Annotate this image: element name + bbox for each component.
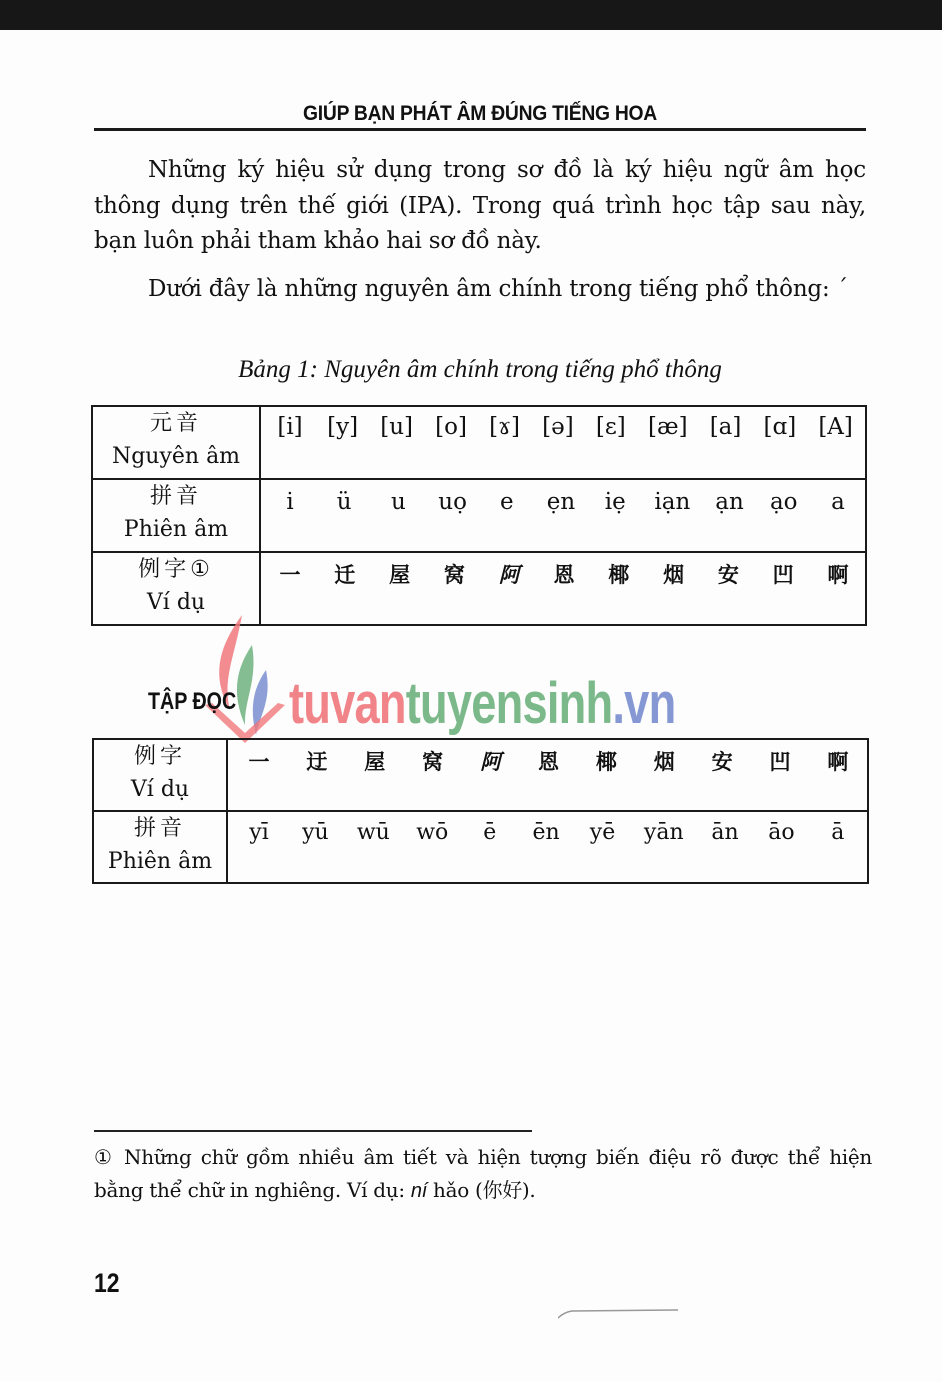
cell: iạn [654, 489, 691, 515]
cell: 凹 [772, 563, 794, 587]
cell: ü [336, 489, 352, 515]
reading-table [92, 738, 869, 884]
cell: 一 [279, 563, 301, 587]
cell: 椰 [595, 750, 617, 774]
cell: [ə] [542, 414, 574, 440]
cell: ā [831, 820, 845, 845]
cell: [A] [818, 414, 853, 440]
running-head: GIÚP BẠN PHÁT ÂM ĐÚNG TIẾNG HOA [303, 102, 657, 125]
cell: wō [416, 820, 449, 845]
row-label-zh: 例字 [133, 744, 186, 769]
cell: [o] [435, 414, 467, 440]
watermark-flame-logo-icon [200, 615, 290, 750]
cell: ēn [532, 820, 560, 845]
cell: [æ] [647, 414, 688, 440]
cell: 迁 [334, 563, 356, 587]
cell: 安 [711, 750, 733, 774]
cell: [ɛ] [595, 414, 626, 440]
cell: ān [711, 820, 739, 845]
paragraph-ipa-intro [94, 153, 866, 260]
section-title-reading: TẬP ĐỌC [148, 688, 237, 715]
scan-artifact-mark [558, 1304, 678, 1320]
cell: 迂 [306, 750, 328, 774]
row-label-zh: 拼音 [133, 816, 186, 841]
cell: yī [249, 820, 269, 845]
cell: [i] [277, 414, 303, 440]
cell: 啊 [827, 563, 849, 587]
row-label-vi: Ví dụ [130, 777, 190, 802]
watermark-part-green: tuyensinh [405, 671, 613, 736]
cell: 烟 [663, 563, 685, 587]
footnote-text-rest: hǎo (你好). [426, 1178, 536, 1202]
cell: ē [483, 820, 497, 845]
table1-caption: Bảng 1: Nguyên âm chính trong tiếng phổ thông [238, 356, 722, 383]
cell: 啊 [827, 750, 849, 774]
cell: ẹn [546, 489, 576, 515]
table-row-pinyin [93, 811, 868, 883]
cell: 窝 [443, 563, 465, 587]
table-row-example [93, 739, 868, 811]
cell-italic: 阿 [480, 750, 502, 774]
cell: yē [589, 820, 616, 845]
cell: 一 [248, 750, 270, 774]
page-number: 12 [94, 1268, 120, 1298]
footnote-italic-example: ní [410, 1180, 427, 1202]
watermark-part-red: tuvan [289, 671, 406, 736]
vowel-table [91, 405, 867, 626]
cell: [ɑ] [763, 414, 797, 440]
cell: 屋 [364, 750, 386, 774]
row-label-vi: Nguyên âm [111, 444, 241, 469]
cell: 窝 [422, 750, 444, 774]
row-label-zh: 例字① [138, 557, 214, 582]
row-cells [227, 811, 868, 883]
cell: ạo [769, 489, 798, 515]
cell: [u] [380, 414, 413, 440]
row-label-vi: Phiên âm [123, 517, 229, 542]
row-label [92, 406, 260, 479]
cell: 凹 [769, 750, 791, 774]
top-dark-bar [0, 0, 942, 30]
cell: āo [768, 820, 795, 845]
row-label-zh: 元音 [149, 411, 202, 436]
footnote-text: ① Những chữ gồm nhiều âm tiết và hiện tượng biến điệu rõ được thể hiện bằng thể chữ in nghiêng. Ví dụ: [94, 1145, 872, 1202]
cell: [ɤ] [489, 414, 520, 440]
footnote [94, 1141, 872, 1208]
cell: u [390, 489, 406, 515]
cell: i [286, 489, 294, 515]
row-label [93, 739, 227, 811]
cell: yū [302, 820, 329, 845]
cell: 烟 [653, 750, 675, 774]
paragraph-text: Những ký hiệu sử dụng trong sơ đồ là ký hiệu ngữ âm học thông dụng trên thế giới (IPA). Trong quá trình học tập sau này, bạn luôn phải tham khảo hai sơ đồ này. [94, 157, 866, 254]
row-label-vi: Ví dụ [146, 590, 206, 615]
cell: wū [356, 820, 390, 845]
cell: 椰 [608, 563, 630, 587]
table-row-ipa [92, 406, 866, 479]
cell: a [831, 489, 845, 515]
paragraph-text: Dưới đây là những nguyên âm chính trong tiếng phổ thông: ˊ [148, 276, 848, 302]
row-cells [227, 739, 868, 811]
cell: yān [643, 820, 684, 845]
table-row-pinyin [92, 479, 866, 552]
cell: ạn [715, 489, 744, 515]
paragraph-vowels-intro [94, 272, 866, 308]
cell: e [500, 489, 514, 515]
cell: uọ [438, 489, 467, 515]
cell-italic: 阿 [498, 563, 520, 587]
cell: iẹ [604, 489, 626, 515]
row-cells [260, 479, 866, 552]
watermark-part-blue: .vn [612, 671, 676, 736]
header-rule [94, 128, 866, 131]
cell: [y] [327, 414, 359, 440]
cell: 安 [717, 563, 739, 587]
cell: 恩 [553, 563, 575, 587]
row-cells [260, 406, 866, 479]
row-label [92, 479, 260, 552]
cell: 恩 [537, 750, 559, 774]
watermark-text [289, 670, 675, 737]
cell: 屋 [389, 563, 411, 587]
row-label-vi: Phiên âm [107, 849, 213, 874]
footnote-rule [94, 1130, 532, 1132]
row-label [93, 811, 227, 883]
row-label-zh: 拼音 [149, 484, 202, 509]
cell: [a] [709, 414, 742, 440]
row-cells [260, 552, 866, 625]
